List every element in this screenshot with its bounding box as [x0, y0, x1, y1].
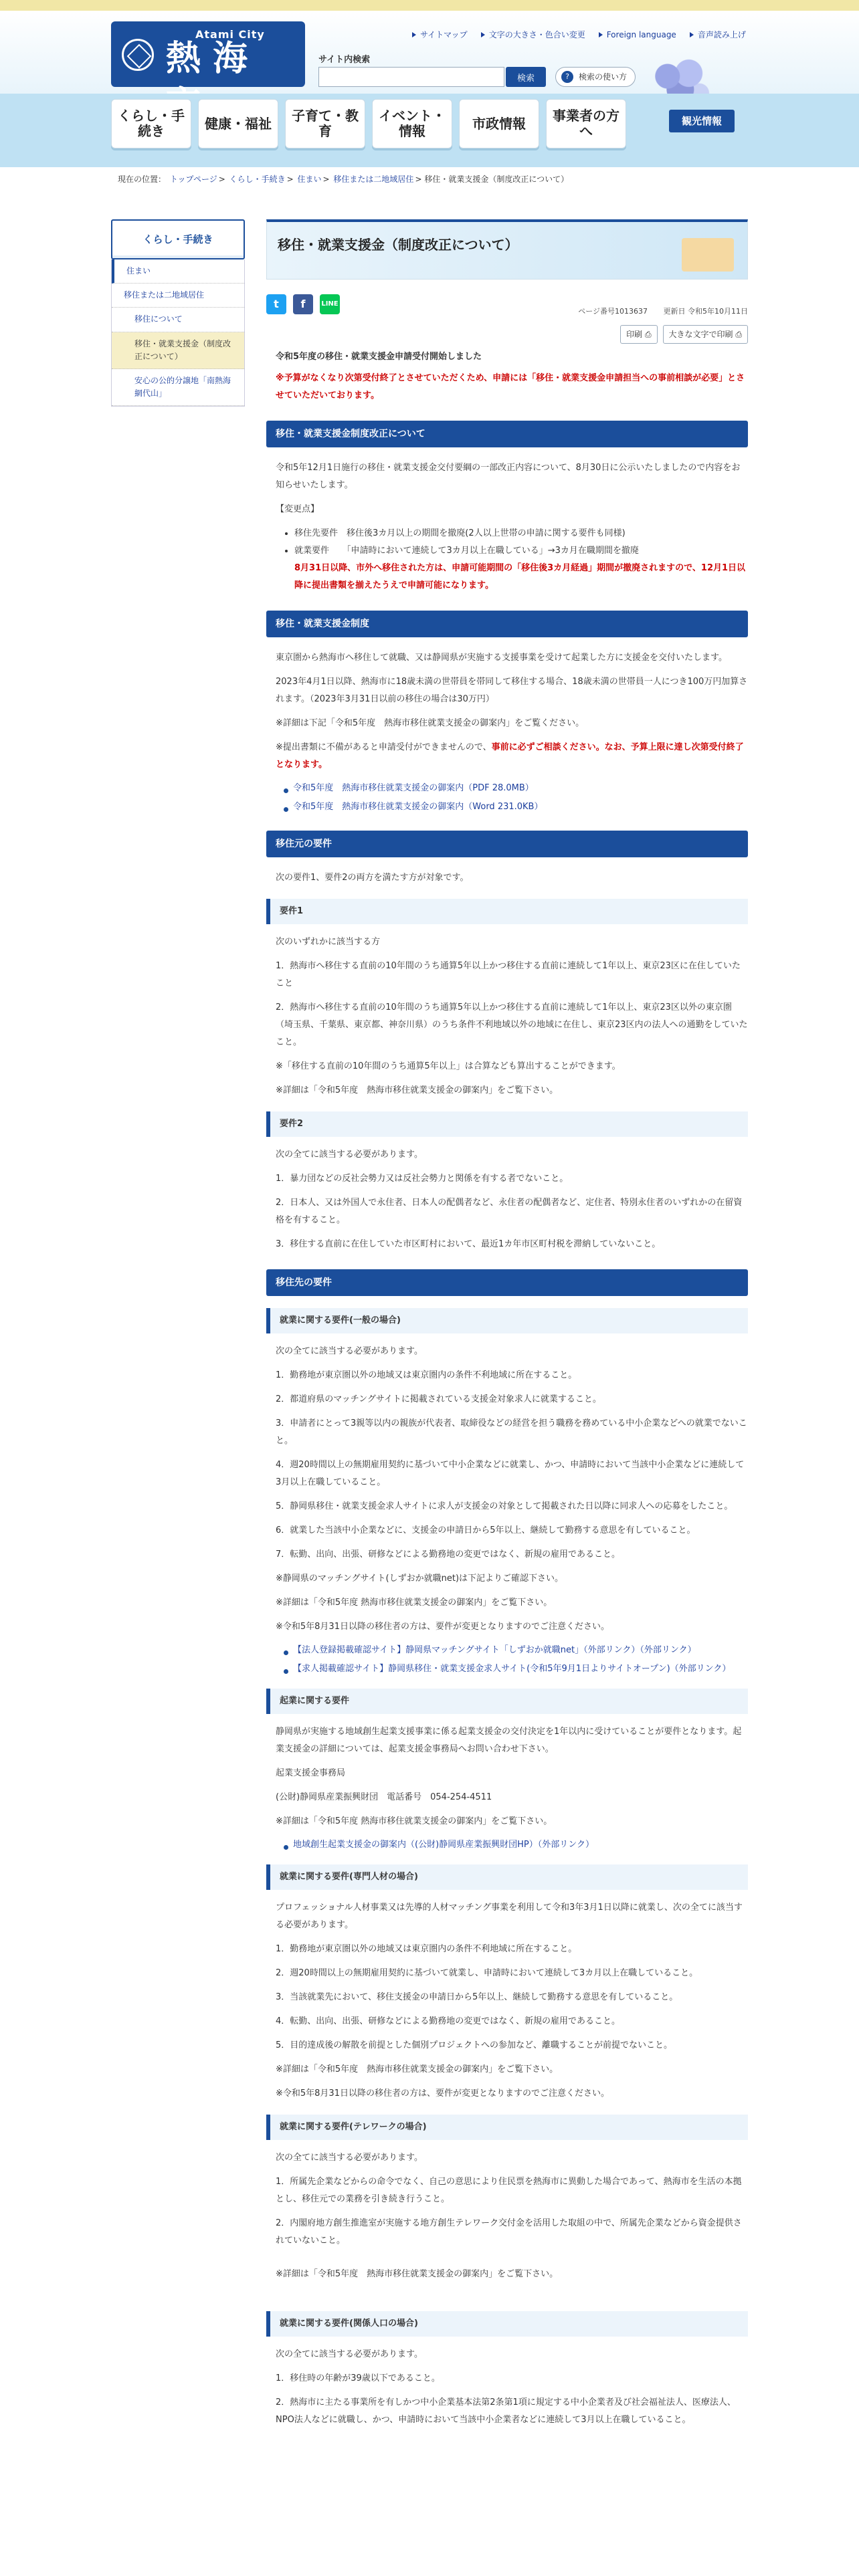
paragraph: 東京圏から熱海市へ移住して就職、又は静岡県が実施する支援事業を受けて起業した方に支援金を交付いたします。 — [276, 653, 727, 663]
nav-event[interactable]: イベント・情報 — [372, 99, 452, 148]
matching-site-link[interactable]: 【法人登録掲載確認サイト】静岡県マッチングサイト「しずおか就職net」（外部リンク）（外部リンク） — [284, 1645, 696, 1655]
paragraph: 3．移住する直前に在住していた市区町村において、最近1カ年市区町村税を滞納していないこと。 — [276, 1239, 661, 1250]
paragraph-red: 事前に必ずご相談ください。なお、予算上限に達し次第受付終了となります。 — [276, 742, 744, 770]
search-button[interactable]: 検索 — [506, 67, 546, 87]
twitter-icon[interactable]: t — [266, 294, 286, 314]
sidebar-item-label[interactable]: 住まい — [126, 266, 151, 276]
global-nav-band — [0, 94, 859, 167]
paragraph: 5．静岡県移住・就業支援金求人サイトに求人が支援金の対象として掲載された日以降に同求人への応募をしたこと。 — [276, 1501, 733, 1512]
large-print-button[interactable] — [663, 325, 748, 344]
page-title-box — [266, 219, 748, 280]
sidebar-title[interactable]: くらし・手続き — [111, 219, 245, 259]
breadcrumb: 現在の位置： トップページ > くらし・手続き > 住まい > 移住または二地域居住 > 移住・就業支援金（制度改正について） — [118, 175, 569, 184]
sidebar-item-iju[interactable] — [112, 308, 244, 332]
paragraph: 次の全てに該当する必要があります。 — [276, 2349, 423, 2360]
paragraph: 次の全てに該当する必要があります。 — [276, 1346, 423, 1357]
print-label: 印刷 — [626, 330, 643, 339]
sitemap-link[interactable]: サイトマップ — [412, 28, 468, 43]
paragraph: 1．熱海市へ移住する直前の10年間のうち通算5年以上かつ移住する直前に連続して1年以上、東京23区に在住していたこと — [276, 961, 741, 989]
paragraph: ※令和5年8月31日以降の移住者の方は、要件が変更となりますのでご注意ください。 — [276, 2088, 609, 2099]
emblem-icon — [122, 39, 154, 71]
paragraph: 次の要件1、要件2の両方を満たす方が対象です。 — [276, 873, 469, 883]
line-icon[interactable]: LINE — [320, 294, 340, 314]
section-heading: 移住・就業支援金制度 — [266, 611, 748, 637]
logo-subtitle: Atami City — [195, 28, 265, 41]
paragraph-text: ※提出書類に不備があると申請受付ができませんので、 — [276, 742, 492, 753]
search-help-button[interactable] — [555, 67, 636, 87]
paragraph: ※詳細は「令和5年度 熱海市移住就業支援金の御案内」をご覧下さい。 — [276, 1085, 559, 1096]
paragraph: ※詳細は「令和5年度 熱海市移住就業支援金の御案内」をご覧下さい。 — [276, 2269, 559, 2280]
logo-city-name: 熱海 — [166, 38, 260, 79]
nav-kurashi[interactable]: くらし・手続き — [111, 99, 191, 148]
paragraph: 1．所属先企業などからの命令でなく、自己の意思により住民票を熱海市に異動した場合であって、熱海市を生活の本拠とし、移住元での業務を引き続き行うこと。 — [276, 2177, 742, 2205]
section-heading: 移住元の要件 — [266, 831, 748, 857]
sidebar-item-current — [112, 332, 244, 369]
search-help-label: 検索の使い方 — [579, 72, 628, 82]
breadcrumb-prefix: 現在の位置： — [118, 175, 167, 184]
list-item-text: 就業要件 「申請時において連続して3カ月以上在職している」→3カ月在職期間を撤廃 — [294, 546, 639, 556]
sidebar-item-ajiroyama[interactable] — [112, 369, 244, 406]
paragraph: 1．移住時の年齢が39歳以下であること。 — [276, 2373, 440, 2384]
paragraph: 3．申請者にとって3親等以内の親族が代表者、取締役などの経営を担う職務を務めている中小企業などへの就業でないこと。 — [276, 1418, 747, 1446]
header — [0, 11, 859, 94]
page-meta — [565, 305, 748, 318]
paragraph: (公財)静岡県産業振興財団 電話番号 054-254-4511 — [276, 1792, 492, 1802]
sidebar-item-label[interactable]: 移住について — [134, 314, 183, 324]
facebook-icon[interactable]: f — [293, 294, 313, 314]
article-body — [266, 349, 748, 2429]
page-title: 移住・就業支援金（制度改正について） — [278, 237, 518, 253]
job-site-link[interactable]: 【求人掲載確認サイト】静岡県移住・就業支援金求人サイト(令和5年9月1日よりサイトオープン)（外部リンク） — [284, 1664, 731, 1674]
paragraph: 2023年4月1日以降、熱海市に18歳未満の世帯員を帯同して移住する場合、18歳未満の世帯員一人につき100万円加算されます。（2023年3月31日以前の移住の場合は30万円） — [276, 677, 748, 705]
paragraph: 1．勤務地が東京圏以外の地域又は東京圏内の条件不利地域に所在すること。 — [276, 1944, 577, 1955]
utility-links — [412, 28, 746, 43]
list-item-red: 8月31日以降、市外へ移住された方は、申請可能期間の「移住後3カ月経過」期間が撤廃されますので、12月1日以降に提出書類を揃えたうえで申請可能になります。 — [294, 563, 746, 591]
paragraph: 【変更点】 — [276, 504, 320, 515]
nav-kanko-button[interactable]: 観光情報 — [669, 110, 735, 132]
paragraph: 2．熱海市に主たる事業所を有しかつ中小企業基本法第2条第1項に規定する中小企業者及び社会福祉法人、医療法人、NPO法人などに就職し、かつ、申請時において当該中小企業者などに連続して3月以上在職していること。 — [276, 2397, 736, 2426]
paragraph: 起業支援金事務局 — [276, 1767, 346, 1778]
external-link-row — [284, 1837, 748, 1852]
startup-support-link[interactable]: 地域創生起業支援金の御案内（(公財)静岡県産業振興財団HP）（外部リンク） — [284, 1840, 594, 1850]
sidebar-item-label: 移住・就業支援金（制度改正について） — [134, 338, 231, 361]
print-button[interactable] — [620, 325, 657, 344]
list-item: • 移住先要件 移住後3カ月以上の期間を撤廃(2人以上世帯の申請に関する要件も同様) — [294, 525, 748, 542]
lead-text: 令和5年度の移住・就業支援金申請受付開始しました — [276, 352, 482, 362]
sidebar-item-label[interactable]: 安心の公的分譲地「南熱海網代山」 — [134, 375, 231, 399]
paragraph: ※詳細は「令和5年度 熱海市移住就業支援金の御案内」をご覧下さい。 — [276, 2064, 559, 2075]
change-list — [294, 525, 748, 595]
global-nav — [111, 99, 626, 148]
sidebar-item-label[interactable]: 移住または二地域居住 — [124, 290, 205, 300]
breadcrumb-sumai[interactable]: 住まい — [297, 175, 322, 184]
search-label: サイト内検索 — [318, 55, 371, 65]
print-icon: ⎙ — [644, 330, 652, 339]
nav-kosodate[interactable]: 子育て・教育 — [285, 99, 365, 148]
paragraph: ※静岡県のマッチングサイト(しずおか就職net)は下記よりご確認下さい。 — [276, 1574, 564, 1584]
sidebar — [111, 219, 245, 407]
print-tools — [620, 325, 748, 344]
paragraph: ※令和5年8月31日以降の移住者の方は、要件が変更となりますのでご注意ください。 — [276, 1622, 609, 1632]
paragraph: 7．転勤、出向、出張、研修などによる勤務地の変更ではなく、新規の雇用であること。 — [276, 1549, 621, 1560]
search-input[interactable] — [318, 67, 504, 87]
paragraph: 1．暴力団などの反社会勢力又は反社会勢力と関係を有する者でないこと。 — [276, 1174, 569, 1184]
subsection-heading: 要件2 — [266, 1111, 748, 1137]
paragraph: 次の全てに該当する必要があります。 — [276, 2153, 423, 2163]
subsection-heading: 要件1 — [266, 899, 748, 924]
list-item — [294, 542, 748, 595]
subsection-heading: 就業に関する要件(関係人口の場合) — [266, 2311, 748, 2337]
paragraph: プロフェッショナル人材事業又は先導的人材マッチング事業を利用して令和3年3月1日以降に就業し、次の全てに該当する必要があります。 — [276, 1903, 743, 1931]
word-download-link[interactable]: 令和5年度 熱海市移住就業支援金の御案内（Word 231.0KB） — [284, 802, 543, 812]
nav-shisei[interactable]: 市政情報 — [459, 99, 539, 148]
paragraph — [276, 739, 748, 774]
spacer — [266, 2290, 748, 2299]
sidebar-list — [111, 259, 245, 407]
subsection-heading: 起業に関する要件 — [266, 1689, 748, 1714]
paragraph: ※詳細は「令和5年度 熱海市移住就業支援金の御案内」をご覧下さい。 — [276, 1816, 553, 1826]
external-link-row — [284, 1661, 748, 1677]
download-link-row — [284, 780, 748, 796]
spacer — [266, 2256, 748, 2266]
paragraph: 6．就業した当該中小企業などに、支援金の申請日から5年以上、継続して勤務する意思を有していること。 — [276, 1525, 696, 1536]
paragraph: 2．内閣府地方創生推進室が実施する地方創生テレワーク交付金を活用した取組の中で、所属先企業などから資金提供されていないこと。 — [276, 2218, 742, 2246]
large-print-icon: ⎙ — [735, 330, 742, 339]
large-print-label: 大きな文字で印刷 — [668, 330, 733, 339]
paragraph: 1．勤務地が東京圏以外の地域又は東京圏内の条件不利地域に所在すること。 — [276, 1370, 577, 1381]
pdf-download-link[interactable]: 令和5年度 熱海市移住就業支援金の御案内（PDF 28.0MB） — [284, 783, 534, 793]
sidebar-item-iju-nichiiki[interactable] — [112, 284, 244, 308]
paragraph: 静岡県が実施する地域創生起業支援事業に係る起業支援金の交付決定を1年以内に受けていることが要件となります。起業支援金の詳細については、起業支援金事務局へお問い合わせ下さい。 — [276, 1726, 742, 1754]
nav-jigyosha[interactable]: 事業者の方へ — [546, 99, 626, 148]
paragraph: 4．週20時間以上の無期雇用契約に基づいて中小企業などに就業し、かつ、申請時において当該中小企業などに連続して3月以上在職していること。 — [276, 1460, 745, 1488]
breadcrumb-top[interactable]: トップページ — [169, 175, 217, 184]
paragraph: ※「移住する直前の10年間のうち通算5年以上」は合算なども算出することができます。 — [276, 1061, 621, 1072]
paragraph: ※詳細は「令和5年度 熱海市移住就業支援金の御案内」をご覧下さい。 — [276, 1598, 553, 1608]
updated-date: 更新日 令和5年10月11日 — [663, 307, 748, 316]
breadcrumb-current: 移住・就業支援金（制度改正について） — [424, 175, 569, 184]
paragraph: 令和5年12月1日施行の移住・就業支援金交付要綱の一部改正内容について、8月30日に公示いたしましたので内容をお知らせいたします。 — [276, 463, 741, 491]
title-decoration — [682, 238, 734, 272]
paragraph: ※詳細は下記「令和5年度 熱海市移住就業支援金の御案内」をご覧ください。 — [276, 718, 585, 729]
breadcrumb-kurashi[interactable]: くらし・手続き — [229, 175, 286, 184]
paragraph: 2．都道府県のマッチングサイトに掲載されている支援金対象求人に就業すること。 — [276, 1394, 601, 1405]
foreign-language-link[interactable]: Foreign language — [599, 28, 676, 43]
paragraph: 3．当該就業先において、移住支援金の申請日から5年以上、継続して勤務する意思を有していること。 — [276, 1992, 678, 2003]
content — [266, 219, 748, 2436]
paragraph: 次のいずれかに該当する方 — [276, 937, 381, 948]
search-help-icon: ? — [561, 71, 573, 83]
breadcrumb-iju[interactable]: 移住または二地域居住 — [333, 175, 414, 184]
paragraph: 2．週20時間以上の無期雇用契約に基づいて就業し、申請時において連続して3カ月以上在職していること。 — [276, 1968, 698, 1979]
download-link-row — [284, 799, 748, 815]
site-logo[interactable] — [111, 21, 305, 87]
lead-red-notice: ※予算がなくなり次第受付終了とさせていただくため、申請には「移住・就業支援金申請担当への事前相談が必要」とさせていただいております。 — [276, 373, 745, 401]
paragraph: 次の全てに該当する必要があります。 — [276, 1150, 423, 1160]
paragraph: 4．転勤、出向、出張、研修などによる勤務地の変更ではなく、新規の雇用であること。 — [276, 2016, 621, 2027]
sidebar-item-sumai[interactable] — [112, 259, 244, 284]
paragraph: 5．目的達成後の解散を前提とした個別プロジェクトへの参加など、離職することが前提でないこと。 — [276, 2040, 673, 2051]
subsection-heading: 就業に関する要件(一般の場合) — [266, 1308, 748, 1333]
subsection-heading: 就業に関する要件(テレワークの場合) — [266, 2115, 748, 2140]
paragraph: 2．熱海市へ移住する直前の10年間のうち通算5年以上かつ移住する直前に連続して1年以上、東京23区以外の東京圏（埼玉県、千葉県、東京都、神奈川県）のうち条件不利地域以外の地域に在住し、東京23区内の法人への通勤をしていたこと。 — [276, 1002, 748, 1048]
section-heading: 移住先の要件 — [266, 1269, 748, 1296]
external-link-row — [284, 1642, 748, 1658]
section-heading: 移住・就業支援金制度改正について — [266, 421, 748, 447]
subsection-heading: 就業に関する要件(専門人材の場合) — [266, 1864, 748, 1890]
top-stripe — [0, 0, 859, 11]
paragraph: 2．日本人、又は外国人で永住者、日本人の配偶者など、永住者の配偶者など、定住者、特別永住者のいずれかの在留資格を有すること。 — [276, 1198, 743, 1226]
page-id: ページ番号1013637 — [578, 307, 648, 316]
text-size-color-link[interactable]: 文字の大きさ・色合い変更 — [481, 28, 585, 43]
voice-reading-link[interactable]: 音声読み上げ — [690, 28, 746, 43]
nav-kenko[interactable]: 健康・福祉 — [198, 99, 278, 148]
